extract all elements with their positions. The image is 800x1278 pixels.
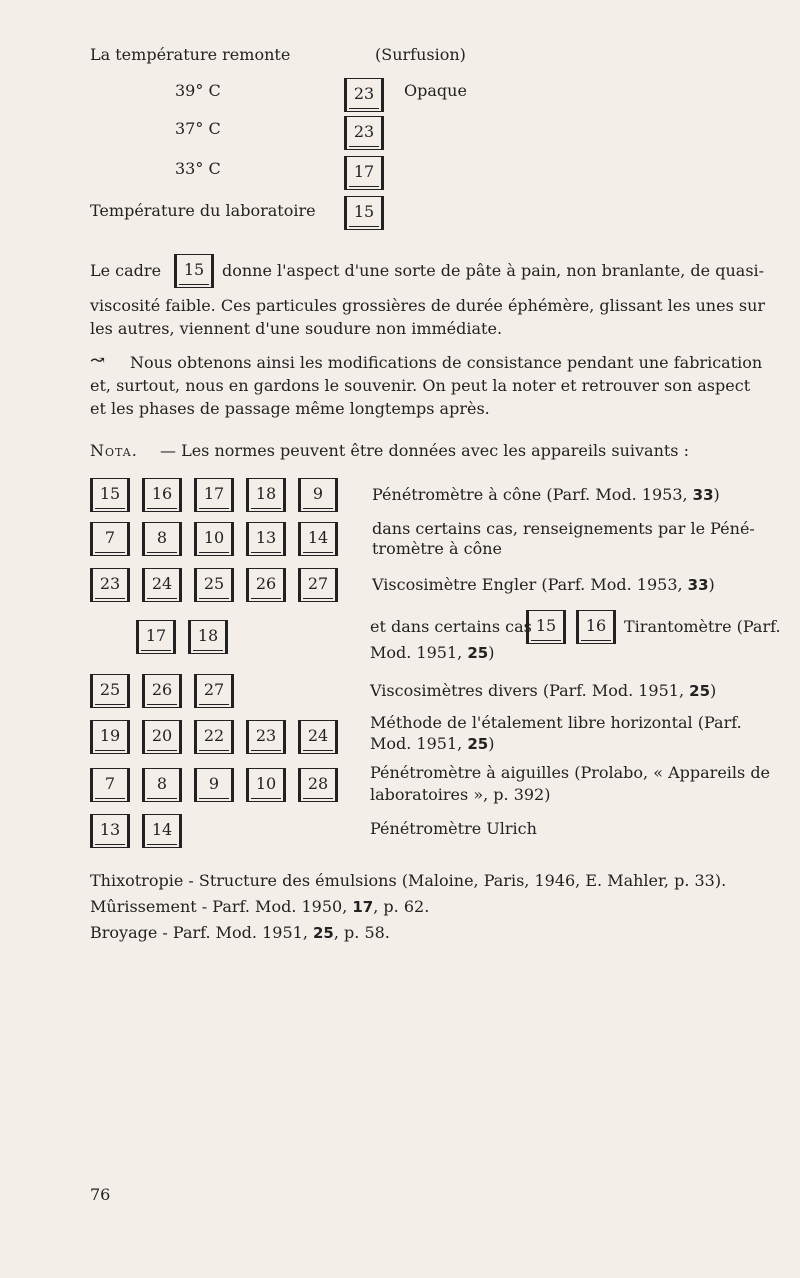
header-right-title: (Surfusion) — [375, 45, 466, 64]
frame-box: 9 — [194, 768, 234, 802]
paragraph-line: et, surtout, nous en gardons le souvenir. On peut la noter et retrouver son aspect — [90, 376, 751, 395]
frame-box: 18 — [246, 478, 286, 512]
frame-box: 25 — [194, 568, 234, 602]
apparatus-text: dans certains cas, renseignements par le Péné- — [372, 519, 755, 538]
footnote-line: Thixotropie - Structure des émulsions (Maloine, Paris, 1946, E. Mahler, p. 33). — [90, 871, 727, 890]
frame-box: 15 — [90, 478, 130, 512]
footnote-line: Mûrissement - Parf. Mod. 1950, 17, p. 62. — [90, 897, 430, 916]
footnote-line: Broyage - Parf. Mod. 1951, 25, p. 58. — [90, 923, 390, 942]
temp-label: 39° C — [175, 81, 221, 100]
frame-box: 13 — [246, 522, 286, 556]
temp-label: 33° C — [175, 159, 221, 178]
header-left-title: La température remonte — [90, 45, 291, 64]
frame-box: 15 — [344, 196, 384, 230]
frame-box: 9 — [298, 478, 338, 512]
frame-box: 26 — [246, 568, 286, 602]
apparatus-text: Mod. 1951, 25) — [370, 734, 495, 753]
apparatus-text: Viscosimètre Engler (Parf. Mod. 1953, 33) — [372, 575, 715, 594]
frame-box: 8 — [142, 768, 182, 802]
temp-label: 37° C — [175, 119, 221, 138]
apparatus-text: tromètre à cône — [372, 539, 502, 558]
page-number: 76 — [90, 1185, 111, 1204]
frame-box: 24 — [298, 720, 338, 754]
paragraph-line: Nous obtenons ainsi les modifications de consistance pendant une fabrication — [130, 353, 763, 372]
frame-box: 17 — [136, 620, 176, 654]
nota-text: — Les normes peuvent être données avec les appareils suivants : — [160, 441, 689, 460]
curl-mark-icon: ↝ — [90, 350, 106, 371]
apparatus-text: Viscosimètres divers (Parf. Mod. 1951, 25) — [370, 681, 717, 700]
apparatus-text: Méthode de l'étalement libre horizontal (Parf. — [370, 713, 742, 732]
paragraph-prefix: Le cadre — [90, 261, 162, 280]
apparatus-text: Mod. 1951, 25) — [370, 643, 495, 662]
apparatus-text: laboratoires », p. 392) — [370, 785, 551, 804]
frame-box: 15 — [174, 254, 214, 288]
frame-box: 22 — [194, 720, 234, 754]
frame-box: 13 — [90, 814, 130, 848]
frame-box: 10 — [246, 768, 286, 802]
frame-box: 23 — [246, 720, 286, 754]
frame-box: 23 — [90, 568, 130, 602]
frame-box: 7 — [90, 522, 130, 556]
frame-box: 15 — [526, 610, 566, 644]
frame-box: 23 — [344, 78, 384, 112]
frame-box: 20 — [142, 720, 182, 754]
frame-box: 18 — [188, 620, 228, 654]
frame-box: 27 — [194, 674, 234, 708]
frame-box: 8 — [142, 522, 182, 556]
frame-box: 24 — [142, 568, 182, 602]
frame-box: 26 — [142, 674, 182, 708]
frame-box: 17 — [344, 156, 384, 190]
frame-box: 14 — [142, 814, 182, 848]
temp-label: Température du laboratoire — [90, 201, 316, 220]
frame-box: 16 — [576, 610, 616, 644]
frame-box: 10 — [194, 522, 234, 556]
frame-box: 7 — [90, 768, 130, 802]
apparatus-text: Tirantomètre (Parf. — [624, 617, 781, 636]
frame-box: 16 — [142, 478, 182, 512]
paragraph-line: et les phases de passage même longtemps après. — [90, 399, 490, 418]
apparatus-text: et dans certains cas — [370, 617, 532, 636]
nota-label: Nota. — [90, 441, 138, 460]
apparatus-text: Pénétromètre à cône (Parf. Mod. 1953, 33) — [372, 485, 720, 504]
paragraph-line: donne l'aspect d'une sorte de pâte à pain, non branlante, de quasi- — [222, 261, 765, 280]
frame-box: 19 — [90, 720, 130, 754]
frame-box: 17 — [194, 478, 234, 512]
frame-box: 23 — [344, 116, 384, 150]
paragraph-line: les autres, viennent d'une soudure non immédiate. — [90, 319, 503, 338]
frame-box: 28 — [298, 768, 338, 802]
frame-box: 27 — [298, 568, 338, 602]
frame-box: 25 — [90, 674, 130, 708]
apparatus-text: Pénétromètre à aiguilles (Prolabo, « Appareils de — [370, 763, 771, 782]
paragraph-line: viscosité faible. Ces particules grossières de durée éphémère, glissant les unes sur — [90, 296, 766, 315]
frame-box: 14 — [298, 522, 338, 556]
apparatus-text: Pénétromètre Ulrich — [370, 819, 537, 838]
opaque-note: Opaque — [404, 81, 467, 100]
